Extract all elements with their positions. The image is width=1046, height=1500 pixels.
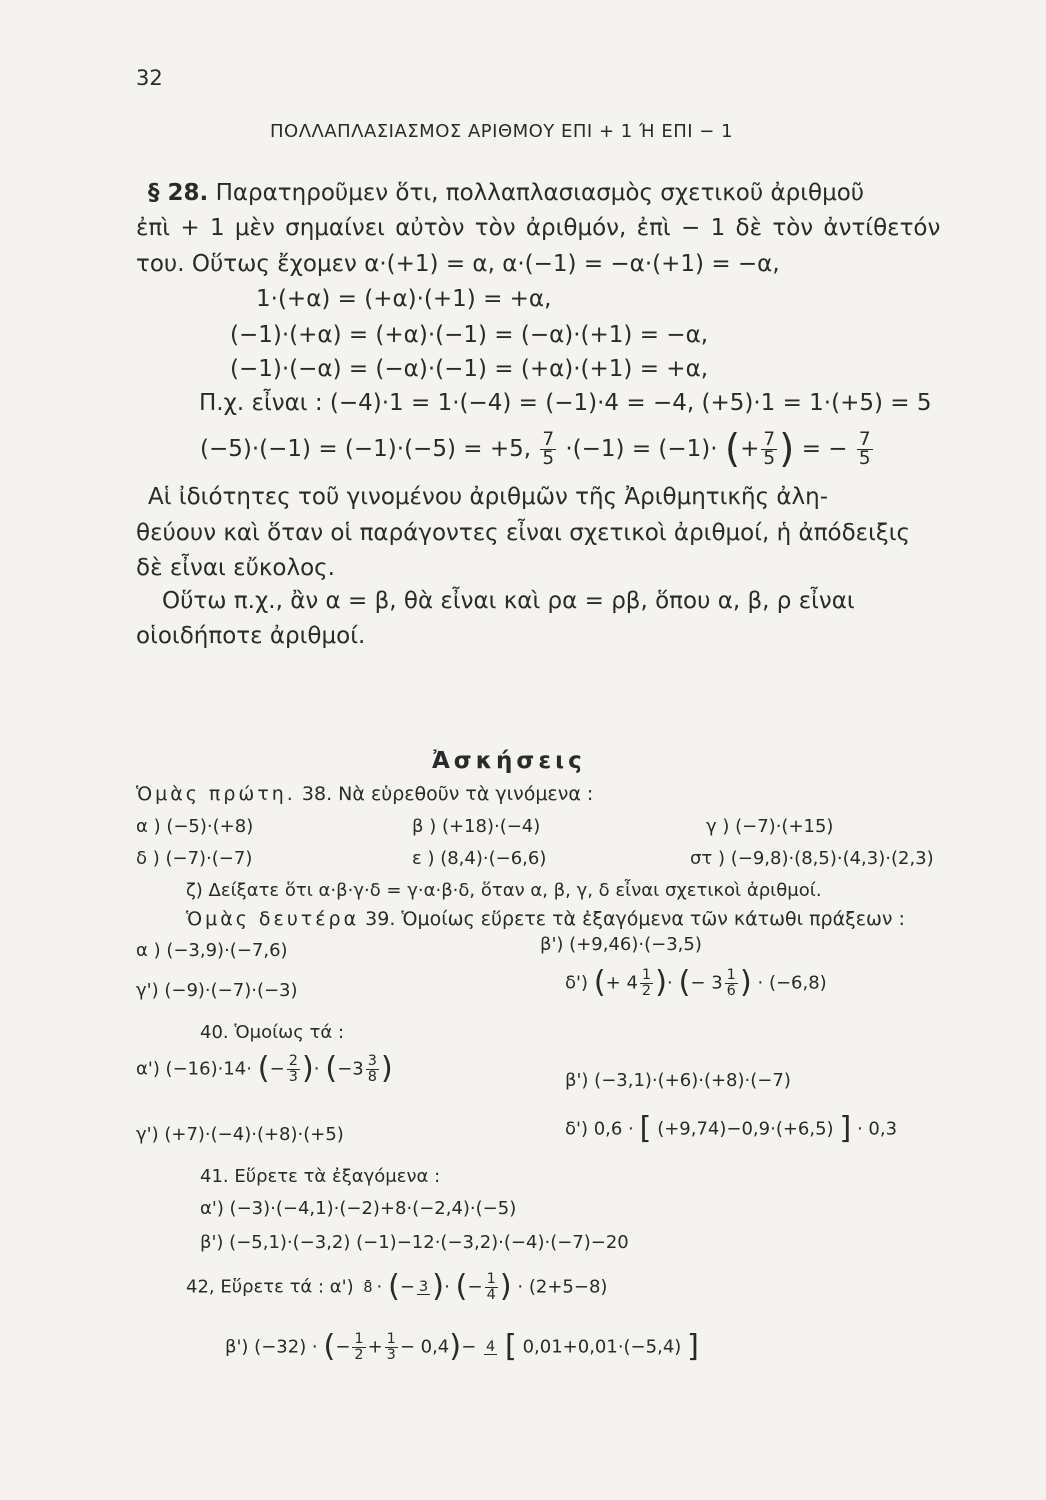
exercise-40c: γ') (+7)·(−4)·(+8)·(+5): [136, 1124, 344, 1145]
paren-close: ): [739, 965, 752, 1000]
paragraph-1-line-1: Αἱ ἰδιότητες τοῦ γινομένου ἀριθμῶν τῆς Ἀριθμητικῆς ἀλη-: [148, 484, 829, 510]
equation-1: 1·(+α) = (+α)·(+1) = +α,: [256, 286, 552, 312]
bracket-close: ]: [839, 1111, 852, 1146]
bracket-close: ]: [687, 1329, 699, 1364]
fraction-1-2: [352, 1332, 365, 1362]
fraction-1-2: [640, 968, 653, 998]
exercise-40d-inner: (+9,74)−0,9·(+6,5): [657, 1118, 834, 1140]
numerator: 1: [726, 967, 736, 984]
equation-4: Π.χ. εἶναι : (−4)·1 = 1·(−4) = (−1)·4 = −4, (+5)·1 = 1·(+5) = 5: [199, 390, 932, 416]
paren-close: ): [301, 1051, 314, 1086]
paragraph-2-line-2: οἱοιδήποτε ἀριθμοί.: [136, 623, 366, 649]
exercise-38f: στ ) (−9,8)·(8,5)·(4,3)·(2,3): [690, 848, 934, 869]
exercise-40a-y: −3: [337, 1058, 364, 1080]
exercise-42-tail: · (2+5−8): [517, 1276, 608, 1298]
denominator: 3: [288, 1068, 298, 1085]
equation-5b: ·(−1) = (−1)·: [565, 436, 718, 463]
numerator: 1: [354, 1331, 364, 1348]
numerator: 7: [542, 428, 555, 450]
exercise-39d: δ') (+ 4 $\frac{1}{2}$ )· (− 3 $\frac{1}{6}$ ) · (−6,8): [565, 965, 827, 1000]
exercise-39c: γ') (−9)·(−7)·(−3): [136, 980, 298, 1001]
running-header: ΠΟΛΛΑΠΛΑΣΙΑΣΜΟΣ ΑΡΙΘΜΟΥ ΕΠΙ + 1 Ή ΕΠΙ − 1: [270, 121, 734, 142]
page-number: 32: [136, 66, 163, 90]
paren-open: (: [323, 1329, 336, 1364]
fraction-1-4: [485, 1272, 498, 1302]
denominator: 2: [354, 1346, 364, 1363]
fraction-4-5: [484, 1340, 497, 1355]
exercise-39d-b: − 3: [690, 972, 723, 994]
denominator: 5: [542, 448, 555, 470]
paren-open: (: [325, 1051, 338, 1086]
exercise-40a: α') (−16)·14· (− $\frac{2}{3}$ )· (−3 $\frac{3}{8}$ ): [136, 1051, 393, 1086]
paren-open: (: [257, 1051, 270, 1086]
section-mark: § 28.: [148, 180, 209, 206]
group-1-label: Ὁμὰς πρώτη.: [136, 783, 296, 805]
exercise-42b-pre: β') (−32) ·: [225, 1336, 318, 1358]
equation-5a: (−5)·(−1) = (−1)·(−5) = +5,: [200, 436, 532, 463]
numerator: 1: [641, 967, 652, 984]
paragraph-2-line-1: Οὕτω π.χ., ἂν α = β, θὰ εἶναι καὶ ρα = ρβ, ὅπου α, β, ρ εἶναι: [162, 588, 855, 614]
exercise-38e: ε ) (8,4)·(−6,6): [412, 848, 547, 869]
denominator: 3: [386, 1346, 396, 1363]
fraction-2-3: [287, 1054, 300, 1084]
fraction-3-8: [366, 1054, 379, 1084]
denominator: 4: [486, 1286, 496, 1303]
exercise-38b: β ) (+18)·(−4): [412, 816, 541, 837]
exercise-41a: α') (−3)·(−4,1)·(−2)+8·(−2,4)·(−5): [200, 1198, 517, 1219]
exercise-42b-mid: − 0,4: [399, 1336, 450, 1358]
exercise-40d: [565, 1111, 898, 1146]
paragraph-1-line-2: θεύουν καὶ ὅταν οἱ παράγοντες εἶναι σχετικοὶ ἀριθμοί, ἡ ἀπόδειξις: [136, 520, 911, 546]
fraction-1-3: [385, 1332, 398, 1362]
paren-close: ): [449, 1329, 462, 1364]
equation-5c: = −: [801, 436, 848, 463]
denominator: 5: [858, 448, 871, 470]
group-1-intro: 38. Νὰ εὑρεθοῦν τὰ γινόμενα :: [301, 783, 594, 805]
equation-2: (−1)·(+α) = (+α)·(−1) = (−α)·(+1) = −α,: [230, 322, 709, 348]
exercise-39b: β') (+9,46)·(−3,5): [540, 934, 702, 955]
denominator: 2: [641, 982, 652, 999]
group-2-intro: 39. Ὁμοίως εὕρετε τὰ ἐξαγόμενα τῶν κάτωθι πράξεων :: [365, 908, 905, 930]
paren-open: (: [678, 965, 691, 1000]
exercise-38a: α ) (−5)·(+8): [136, 816, 254, 837]
denominator: 5: [763, 448, 776, 470]
exercise-41b: β') (−5,1)·(−3,2) (−1)−12·(−3,2)·(−4)·(−7)−20: [200, 1232, 629, 1253]
exercise-40-intro: 40. Ὁμοίως τά :: [200, 1022, 345, 1043]
exercise-39a: α ) (−3,9)·(−7,6): [136, 940, 288, 961]
equation-3: (−1)·(−α) = (−α)·(−1) = (+α)·(+1) = +α,: [230, 356, 709, 382]
group-2-label: Ὁμὰς δευτέρα: [186, 908, 360, 930]
paragraph-1-line-3: δὲ εἶναι εὔκολος.: [136, 555, 335, 581]
section-line-3: του. Οὕτως ἔχομεν α·(+1) = α, α·(−1) = −α·(+1) = −α,: [136, 251, 780, 277]
numerator: 1: [386, 1331, 396, 1348]
numerator: 1: [486, 1271, 496, 1288]
exercise-42-pre: 42, Εὕρετε τά : α'): [186, 1276, 354, 1298]
exercise-39d-a: + 4: [605, 972, 638, 994]
exercise-39d-label: δ'): [565, 972, 588, 994]
exercise-40b: β') (−3,1)·(+6)·(+8)·(−7): [565, 1070, 791, 1091]
exercise-41-intro: 41. Εὕρετε τὰ ἐξαγόμενα :: [200, 1166, 441, 1187]
numerator: 7: [763, 428, 776, 450]
exercise-40d-pre: δ') 0,6 ·: [565, 1118, 634, 1140]
denominator: 8: [367, 1068, 377, 1085]
exercise-39d-tail: · (−6,8): [757, 972, 827, 994]
fraction-1-6: [725, 968, 738, 998]
paren-close: ): [432, 1269, 445, 1304]
group-2-header: [186, 908, 905, 930]
denominator: 6: [726, 982, 736, 999]
numerator: 4: [486, 1338, 496, 1355]
denominator: 8: [363, 1279, 373, 1296]
exercise-42a: 42, Εὕρετε τά : α') 8 · (− 3 )· (− $\frac{1}{4}$ ) · (2+5−8): [186, 1269, 608, 1304]
exercises-title: Ἀσκήσεις: [432, 748, 586, 774]
equation-5: (−5)·(−1) = (−1)·(−5) = +5, $\frac{7}{5}$ ·(−1) = (−1)· (+ $\frac{7}{5}$ ) = − $\frac{7}{5}$: [200, 427, 871, 472]
paren-close: ): [499, 1269, 512, 1304]
section-line-2: ἐπὶ + 1 μὲν σημαίνει αὐτὸν τὸν ἀριθμόν, ἐπὶ − 1 δὲ τὸν ἀντίθετόν: [136, 215, 941, 241]
section-text-1: Παρατηροῦμεν ὅτι, πολλαπλασιασμὸς σχετικοῦ ἀριθμοῦ: [215, 180, 865, 206]
paren-open: (: [455, 1269, 468, 1304]
exercise-38d: δ ) (−7)·(−7): [136, 848, 253, 869]
fraction-7-5: [540, 428, 556, 470]
fraction-3-5: [417, 1280, 430, 1295]
paren-open: (: [593, 965, 606, 1000]
fraction-7-5: [857, 428, 873, 470]
paren-close: ): [655, 965, 668, 1000]
bracket-open: [: [639, 1111, 652, 1146]
paren-open: (: [724, 427, 741, 472]
numerator: 7: [858, 428, 871, 450]
exercise-42b: β') (−32) · (− $\frac{1}{2}$ + $\frac{1}{3}$ − 0,4)− 4 [ 0,01+0,01·(−5,4) ]: [225, 1329, 699, 1364]
exercise-40d-tail: · 0,3: [856, 1118, 898, 1140]
bracket-open: [: [504, 1329, 517, 1364]
fraction-5-8: [361, 1280, 374, 1295]
numerator: 3: [367, 1053, 377, 1070]
group-1-header: [136, 783, 593, 805]
exercise-38c: γ ) (−7)·(+15): [706, 816, 834, 837]
exercise-40a-x: −: [269, 1058, 285, 1080]
section-line-1: [148, 180, 864, 206]
paren-open: (: [387, 1269, 400, 1304]
fraction-7-5: [761, 428, 777, 470]
exercise-38g: ζ) Δείξατε ὅτι α·β·γ·δ = γ·α·β·δ, ὅταν α, β, γ, δ εἶναι σχετικοὶ ἀριθμοί.: [186, 880, 822, 901]
exercise-40a-pre: α') (−16)·14·: [136, 1058, 252, 1080]
paren-close: ): [380, 1051, 393, 1086]
numerator: 2: [288, 1053, 298, 1070]
numerator: 3: [419, 1278, 429, 1295]
paren-close: ): [779, 427, 795, 472]
exercise-42b-inner: 0,01+0,01·(−5,4): [522, 1336, 682, 1358]
